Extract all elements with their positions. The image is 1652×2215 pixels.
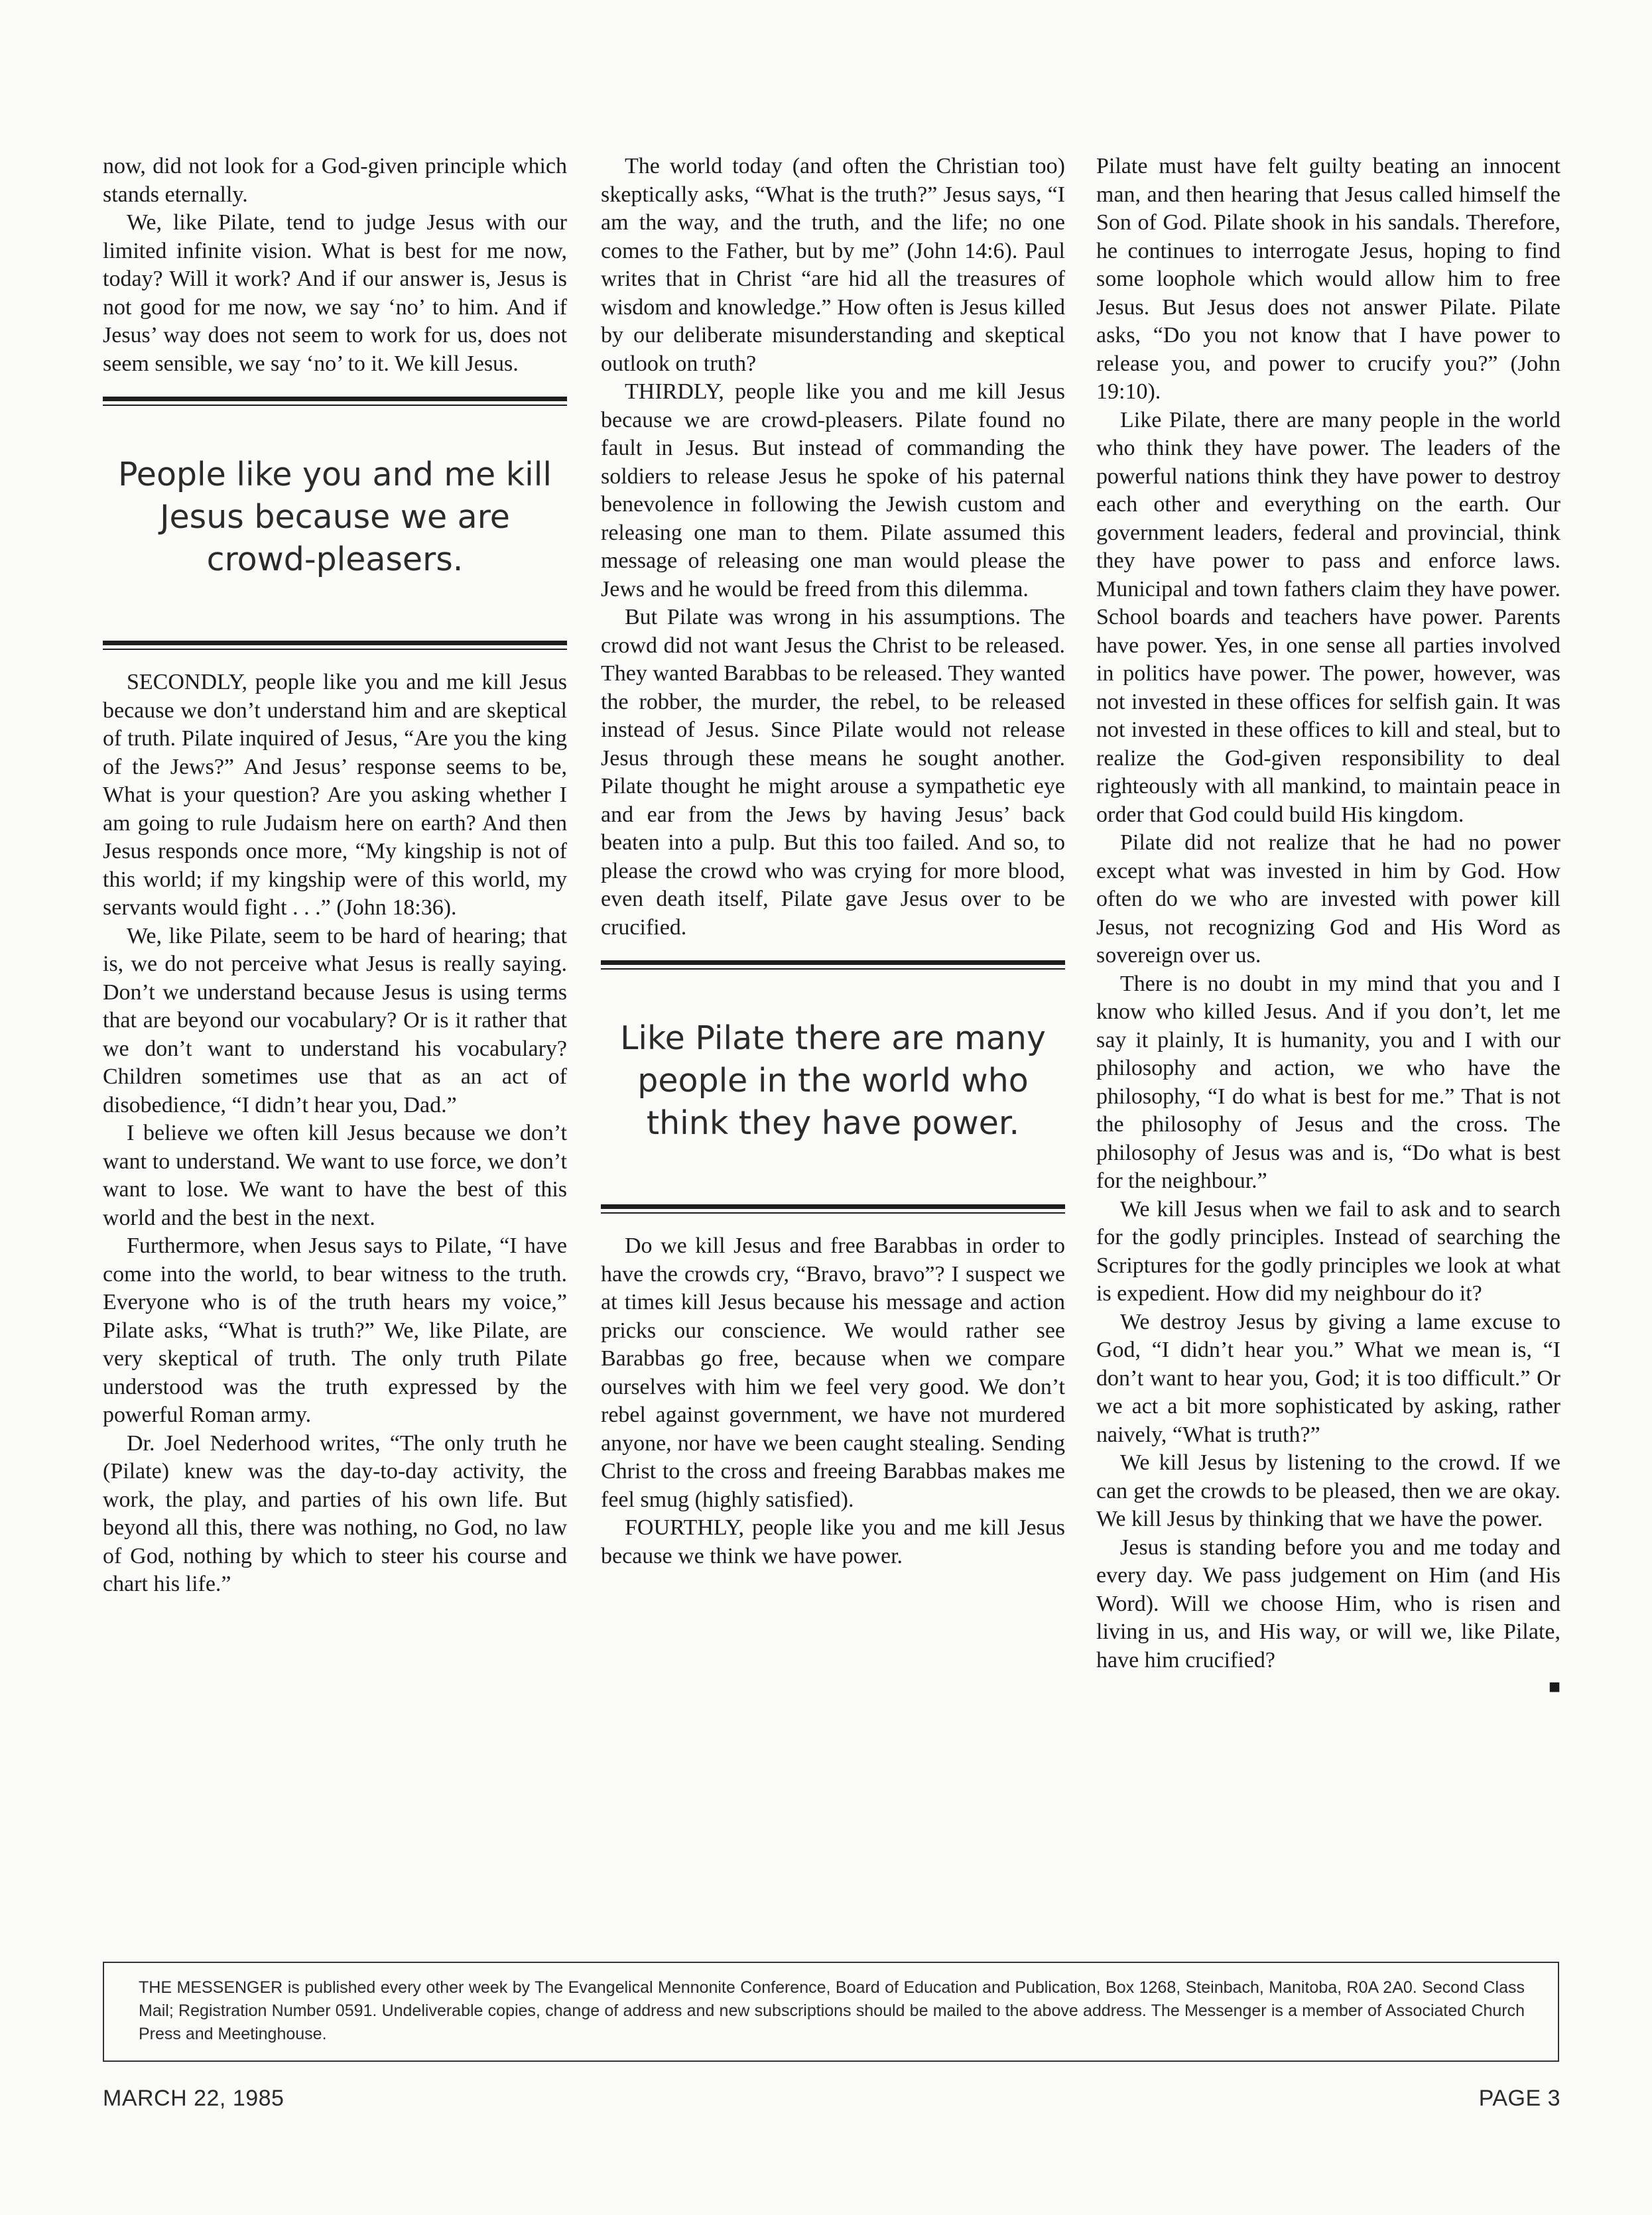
- issue-date: MARCH 22, 1985: [103, 2086, 285, 2111]
- article-paragraph: Like Pilate, there are many people in the world who think they have power. The leaders of the powerful nations think they have power to destroy each other and everything on the earth. Our government leaders, federal and provincial, think they have power to pass and enforce laws. Municipal and town fathers claim they have power. School boards and teachers have power. Parents have power. Yes, in one sense all parties involved in politics have power. The power, however, was not invested in these offices for selfish gain. It was not invested in these offices to kill and steal, but to realize the God-given responsibility to deal righteously with all mankind, to maintain peace in order that God could build His kingdom.: [1096, 407, 1560, 827]
- article-paragraph: We kill Jesus when we fail to ask and to search for the godly principles. Instead of searching the Scriptures for the godly principles we look at what is expedient. How did my neighbour do it?: [1096, 1196, 1560, 1306]
- page-number: PAGE 3: [1478, 2086, 1560, 2111]
- pull-quote-text: People like you and me kill Jesus because we are crowd-pleasers.: [118, 456, 552, 578]
- column-3: [1096, 153, 1560, 1697]
- article-paragraph: Pilate must have felt guilty beating an innocent man, and then hearing that Jesus called himself the Son of God. Pilate shook in his sandals. Therefore, he continues to interrogate Jesus, hoping to find some loophole which would allow him to free Jesus. But Jesus does not answer Pilate. Pilate asks, “Do you not know that I have power to release you, and power to crucify you?” (John 19:10).: [1096, 154, 1560, 404]
- article-paragraph: now, did not look for a God-given principle which stands eternally.: [103, 154, 567, 207]
- pull-quote-top-rule: [103, 397, 567, 406]
- article-paragraph: Do we kill Jesus and free Barabbas in order to have the crowds cry, “Bravo, bravo”? I suspect we at times kill Jesus because his message and action pricks our conscience. We would rather see Barabbas go free, because when we compare ourselves with him we feel very good. We don’t rebel against government, we have not murdered anyone, nor have we been caught stealing. Sending Christ to the cross and freeing Barabbas makes me feel smug (highly satisfied).: [601, 1234, 1065, 1512]
- article-paragraph: But Pilate was wrong in his assumptions. The crowd did not want Jesus the Christ to be released. They wanted Barabbas to be released. They wanted the robber, the murder, the rebel, to be released instead of Jesus. Since Pilate would not release Jesus through these means he sought another. Pilate thought he might arouse a sympathetic eye and ear from the Jews by having Jesus’ back beaten into a pulp. But this too failed. And so, to please the crowd who was crying for more blood, even death itself, Pilate gave Jesus over to be crucified.: [601, 605, 1065, 940]
- article-paragraph: We destroy Jesus by giving a lame excuse to God, “I didn’t hear you.” What we mean is, “I don’t want to hear you, God; it is too difficult.” Or we act a bit more sophisticated by asking, rather naively, “What is truth?”: [1096, 1309, 1560, 1447]
- article-paragraph: Furthermore, when Jesus says to Pilate, “I have come into the world, to bear witness to the truth. Everyone who is of the truth hears my voice,” Pilate asks, “What is truth?” We, like Pilate, are very skeptical of truth. The only truth Pilate understood was the truth expressed by the powerful Roman army.: [103, 1234, 567, 1427]
- article-paragraph: Pilate did not realize that he had no power except what was invested in him by God. How often do we who are invested with power kill Jesus, not recognizing God and His Word as sovereign over us.: [1096, 830, 1560, 968]
- article-paragraph: There is no doubt in my mind that you and I know who killed Jesus. And if you don’t, let me say it plainly, It is humanity, you and I with our philosophy and action, we who have the philosophy, “I do what is best for me.” That is not the philosophy of Jesus and the cross. The philosophy of Jesus was and is, “Do what is best for the neighbour.”: [1096, 971, 1560, 1193]
- article-paragraph: THIRDLY, people like you and me kill Jesus because we are crowd-pleasers. Pilate found no fault in Jesus. But instead of commanding the soldiers to release Jesus he spoke of his paternal benevolence in following the Jewish custom and releasing one man to them. Pilate assumed this message of releasing one man would please the Jews and he would be freed from this dilemma.: [601, 379, 1065, 601]
- article-paragraph: We, like Pilate, tend to judge Jesus with our limited infinite vision. What is best for me now, today? Will it work? And if our answer is, Jesus is not good for me now, we say ‘no’ to him. And if Jesus’ way does not seem to work for us, does not seem sensible, we say ‘no’ to it. We kill Jesus.: [103, 210, 567, 376]
- publisher-note: THE MESSENGER is published every other week by The Evangelical Mennonite Conference, Board of Education and Publication, Box 1268, Steinbach, Manitoba, R0A 2A0. Second Class Mail; Registration Number 0591. Undeliverable copies, change of address and new subscriptions should be mailed to the above address. The Messenger is a member of Associated Church Press and Meetinghouse.: [103, 1962, 1559, 2062]
- article-paragraph: We kill Jesus by listening to the crowd. If we can get the crowds to be pleased, then we are okay. We kill Jesus by thinking that we have the power.: [1096, 1450, 1560, 1531]
- pull-quote-text: Like Pilate there are many people in the world who think they have power.: [620, 1019, 1046, 1142]
- pull-quote-bottom-rule: [103, 641, 567, 650]
- article-paragraph: I believe we often kill Jesus because we don’t want to understand. We want to use force, we don’t want to lose. We want to have the best of this world and the best in the next.: [103, 1121, 567, 1230]
- column-2: [601, 153, 1065, 1570]
- column-1: [103, 153, 567, 1599]
- pull-quote: [601, 942, 1065, 1232]
- article-paragraph: The world today (and often the Christian too) skeptically asks, “What is the truth?” Jesus says, “I am the way, and the truth, and the life; no one comes to the Father, but by me” (John 14:6). Paul writes that in Christ “are hid all the treasures of wisdom and knowledge.” How often is Jesus killed by our deliberate misunderstanding and skeptical outlook on truth?: [601, 154, 1065, 376]
- pull-quote: [103, 378, 567, 668]
- article-paragraph: Dr. Joel Nederhood writes, “The only truth he (Pilate) knew was the day-to-day activity, the work, the play, and parties of his own life. But beyond all this, there was nothing, no God, no law of God, nothing by which to steer his course and chart his life.”: [103, 1430, 567, 1596]
- article-paragraph: We, like Pilate, seem to be hard of hearing; that is, we do not perceive what Jesus is really saying. Don’t we understand because Jesus is using terms that are beyond our vocabulary? Or is it rather that we don’t want to understand his vocabulary? Children sometimes use that as an act of disobedience, “I didn’t hear you, Dad.”: [103, 923, 567, 1117]
- end-of-article-mark: ■: [1548, 1676, 1560, 1698]
- article-paragraph: SECONDLY, people like you and me kill Jesus because we don’t understand him and are skeptical of truth. Pilate inquired of Jesus, “Are you the king of the Jews?” And Jesus’ response seems to be, What is your question? Are you asking whether I am going to rule Judaism here on earth? And then Jesus responds once more, “My kingship is not of this world; if my kingship were of this world, my servants would fight . . .” (John 18:36).: [103, 670, 567, 920]
- article-paragraph: Jesus is standing before you and me today and every day. We pass judgement on Him (and His Word). Will we choose Him, who is risen and living in us, and His way, or will we, like Pilate, have him crucified?: [1096, 1535, 1560, 1673]
- article-paragraph: FOURTHLY, people like you and me kill Jesus because we think we have power.: [601, 1515, 1065, 1568]
- pull-quote-top-rule: [601, 960, 1065, 970]
- pull-quote-bottom-rule: [601, 1204, 1065, 1214]
